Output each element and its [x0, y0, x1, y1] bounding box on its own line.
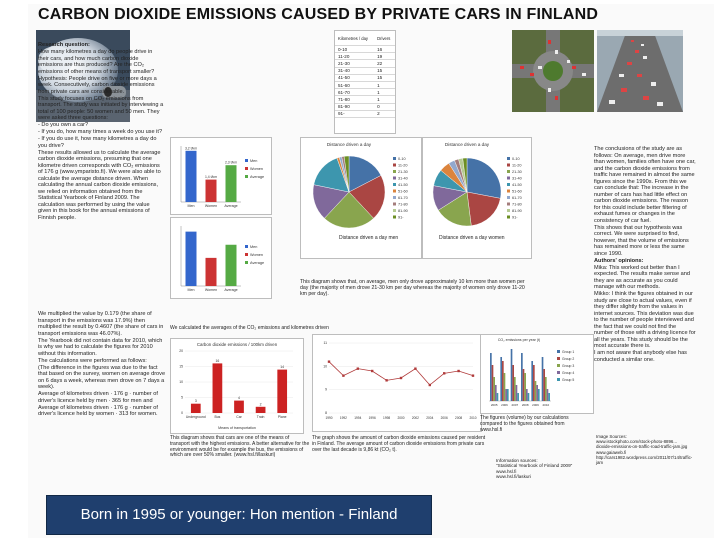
legend-label: Group 1 — [562, 350, 575, 354]
legend-label: 51-60 — [398, 189, 408, 194]
bar — [504, 373, 506, 401]
table-row — [335, 82, 395, 89]
table-cell-km: 71-80 — [335, 96, 374, 103]
table-cell-km: 31-40 — [335, 68, 374, 75]
legend-label: 21-30 — [398, 170, 408, 174]
left-text-paragraph: These results allowed us to calculate the average carbon dioxide emissions, presuming that one kilometre driven corresponds with CO₂ emissions of 176 g (www.ymparisto.fi). We were also able to calculate the average distance driven. When calculating the annual carbon dioxide emissions, we relied on information obtained from the Statistical Yearbook of Finland 2009. The calculation was performed by using the value given in this book for the annual emissions of Finnish people. — [38, 149, 161, 221]
x-tick-label: 2000 — [397, 416, 405, 420]
table-cell-km: 61-70 — [335, 89, 374, 96]
chart-avg-km — [171, 218, 271, 298]
legend-label: 41-50 — [398, 183, 408, 187]
x-tick-label: 2005 — [490, 403, 498, 407]
legend-label: 41-50 — [512, 183, 522, 187]
bar — [548, 393, 550, 401]
pie-title: Distance driven a day — [326, 142, 372, 147]
pie-women-panel — [422, 137, 532, 259]
bar — [517, 393, 519, 401]
chart-transport-panel — [170, 338, 304, 434]
pie-men-panel — [300, 137, 422, 259]
pie-title: Distance driven a day — [444, 142, 490, 147]
bar — [206, 180, 217, 202]
legend-label: Women — [250, 167, 264, 171]
legend-label: 0-10 — [512, 157, 520, 161]
table-cell-km: 91- — [335, 111, 374, 118]
poster-title: CARBON DIOXIDE EMISSIONS CAUSED BY PRIVATE CARS IN FINLAND — [38, 6, 599, 23]
y-tick-label: 9 — [325, 387, 327, 392]
table-row — [335, 89, 395, 96]
bar — [234, 401, 244, 413]
left-text-paragraph: Research question: — [38, 42, 90, 48]
y-tick-label: 8 — [325, 411, 327, 415]
table-row — [335, 96, 395, 103]
left-text-paragraph: - If you do, how many times a week do you use it? — [38, 129, 163, 135]
award-banner — [46, 495, 432, 535]
bar — [514, 377, 516, 401]
survey-table — [335, 32, 395, 118]
legend-label: 11-20 — [398, 163, 408, 168]
data-label: 2,3 t/km — [224, 160, 238, 165]
right-text-paragraph: The conclusions of the study are as follows: On average, men drive more than women, families often have one car, and the carbon dioxide emissions from traffic have remained in almost the same figures since the 1990s. From this we can conclude that: The increase in the number of cars has had little effect on carbon dioxide emissions. The reason for this could include better filtering of exhaust fumes or changes in the consistency of car fuel. — [594, 146, 696, 224]
table-cell-km: 81-90 — [335, 104, 374, 111]
info-source-item: www.hsl.fi/laskuri — [496, 474, 531, 480]
x-tick-label: 2008 — [521, 403, 529, 407]
x-tick-label: Women — [204, 204, 218, 208]
image-sources-title: Image Sources: — [596, 434, 627, 439]
bar — [277, 370, 287, 413]
legend-swatch — [557, 378, 560, 381]
table-header-row — [335, 32, 395, 46]
pie-chart-men — [301, 138, 421, 238]
legend-swatch — [507, 209, 510, 212]
y-tick-label: 5 — [181, 395, 183, 400]
table-cell-drivers: 22 — [374, 60, 395, 67]
left-text-paragraph: How many kilometres a day do people drive in their cars, and how much carbon dioxide emissions are thus produced? Are the CO₂ emissions of other means of transport smaller? — [38, 49, 155, 75]
x-tick-label: Bus — [214, 415, 221, 419]
info-source-item: www.hsl.fi — [496, 468, 517, 474]
data-label: 3 — [194, 399, 197, 404]
table-cell-drivers: 16 — [374, 46, 395, 53]
legend-label: Group 4 — [562, 371, 575, 375]
image-source-item: dioxide-emissions-on-traffic-road-traffic-jam.jpg — [596, 444, 688, 450]
bar — [226, 245, 237, 286]
legend-label: Men — [250, 159, 258, 163]
bar — [505, 389, 507, 401]
legend-swatch — [393, 170, 396, 173]
transport-caption: This diagram shows that cars are one of the means of transport with the highest emissions. A better alternative for the environment would be for example the bus, the emissions of which are over 50% smaller. (www.hsl.fi/laskuri) — [170, 435, 310, 459]
legend-swatch — [557, 364, 560, 367]
bar — [490, 353, 492, 401]
table-cell-drivers: 15 — [374, 75, 395, 82]
legend-label: 21-30 — [512, 170, 522, 174]
y-tick-label: 10 — [179, 380, 183, 384]
bar — [542, 357, 544, 401]
legend-swatch — [245, 253, 248, 256]
x-tick-label: 2002 — [411, 416, 419, 420]
legend-swatch — [245, 261, 248, 264]
left-text-paragraph: - Do you own a car? — [38, 122, 89, 128]
legend-label: 0-10 — [398, 157, 406, 161]
x-axis-label: Means of transportation — [218, 426, 256, 430]
bar — [536, 385, 538, 401]
legend-label: Group 5 — [562, 378, 575, 382]
x-tick-label: 2009 — [532, 403, 539, 407]
bar — [507, 389, 509, 401]
bar — [523, 369, 525, 401]
table-cell-drivers: 2 — [374, 111, 395, 118]
legend-label: 51-60 — [512, 189, 522, 194]
chart-line-emissions — [313, 335, 481, 431]
right-text-paragraph: Mikko: I think the figures obtained in our study are close to actual values, even if they differ slightly from the values in internet sources. This deviation was due to the number of people interviewed and the fact that we could not find the number of those with a driving licence for all the years. This study should be the most accurate there is. — [594, 291, 696, 349]
pie-slice — [467, 158, 501, 198]
table-header-drivers: Drivers — [374, 32, 395, 46]
bar — [186, 151, 197, 202]
pie-women-caption: Distance driven a day women — [439, 235, 505, 241]
left-text-2-paragraph: The Yearbook did not contain data for 2010, which is why we had to calculate the figures for 2010 without this information. — [38, 337, 163, 357]
y-tick-label: 20 — [179, 349, 183, 353]
x-tick-label: Men — [187, 204, 195, 208]
y-tick-label: 10 — [323, 364, 327, 369]
legend-label: 91- — [512, 215, 518, 220]
bar — [512, 365, 514, 401]
table-row — [335, 53, 395, 60]
data-label: 4 — [238, 396, 240, 401]
left-text-2-paragraph: (The difference in the figures was due to the fact that based on the survey, women on average drove on 6 days a week, whereas men drove on 7 days a week). — [38, 364, 166, 390]
table-cell-km: 41-50 — [335, 75, 374, 82]
left-text-2-paragraph: The calculations were performed as follows: — [38, 357, 147, 364]
right-text-paragraph: Mika: This worked out better than I expected. The results make sense and they are as accurate as you could manage with our methods. — [594, 264, 690, 290]
x-tick-label: 2007 — [511, 403, 519, 407]
legend-swatch — [507, 216, 510, 219]
bar — [526, 389, 528, 401]
legend-swatch — [245, 159, 248, 162]
x-tick-label: Train — [256, 415, 265, 419]
table-row — [335, 75, 395, 82]
legend-label: 31-40 — [398, 176, 408, 181]
legend-swatch — [245, 245, 248, 248]
legend-label: 81-90 — [512, 209, 522, 213]
data-label: 14 — [280, 365, 285, 370]
bar — [226, 165, 237, 202]
legend-swatch — [393, 209, 396, 212]
data-point — [371, 370, 373, 372]
legend-swatch — [245, 175, 248, 178]
table-cell-km: 0-10 — [335, 46, 374, 53]
data-point — [414, 367, 416, 369]
table-cell-drivers: 19 — [374, 53, 395, 60]
bar — [186, 232, 197, 286]
x-tick-label: Car — [236, 415, 242, 419]
chart-title: CO₂ emissions per year (t) — [497, 338, 541, 342]
image-source-item: www.gaiaweb.fi — [596, 449, 627, 455]
legend-label: Women — [250, 253, 264, 257]
data-label: 1,4 t/km — [204, 175, 218, 180]
data-point — [429, 384, 431, 386]
legend-label: 11-20 — [512, 163, 522, 168]
bar — [528, 393, 530, 401]
x-tick-label: Plane — [277, 415, 287, 419]
legend-swatch — [393, 157, 396, 160]
legend-label: Average — [250, 175, 265, 179]
legend-swatch — [507, 170, 510, 173]
table-row — [335, 111, 395, 118]
left-text-2-paragraph: Average of kilometres driven · 176 g · number of driver's licence held by men · 365 for men and — [38, 391, 158, 404]
legend-swatch — [393, 164, 396, 167]
bar — [497, 393, 499, 401]
table-row — [335, 104, 395, 111]
bar — [500, 357, 502, 401]
bar — [524, 373, 526, 401]
data-label: 16 — [215, 358, 220, 363]
x-tick-label: 2010 — [542, 403, 550, 407]
chart-avg-emissions — [171, 138, 271, 214]
legend-swatch — [393, 183, 396, 186]
legend-swatch — [393, 177, 396, 180]
table-row — [335, 68, 395, 75]
data-point — [400, 377, 402, 379]
chart-avg-km-panel — [170, 217, 272, 299]
bar — [547, 389, 549, 401]
legend-swatch — [507, 157, 510, 160]
pie-men-caption: Distance driven a day men — [339, 235, 399, 241]
legend-label: 31-40 — [512, 176, 522, 181]
table-cell-km: 21-30 — [335, 60, 374, 67]
y-tick-label: 15 — [179, 364, 183, 369]
x-tick-label: 2006 — [440, 416, 448, 420]
legend-label: Group 2 — [562, 357, 575, 361]
bar — [213, 363, 223, 413]
left-text-paragraph: Hypothesis: People drive on five or more days a week. Consecutively, carbon dioxide emissions from private cars are considerable. — [38, 75, 157, 95]
photo-traffic-roundabout — [512, 30, 594, 112]
chart-transport-emissions — [171, 339, 303, 433]
legend-swatch — [557, 371, 560, 374]
info-source-item: "Statistical Yearbook of Finland 2009" — [496, 463, 573, 469]
bar — [535, 381, 537, 401]
legend-label: Group 3 — [562, 364, 575, 368]
data-point — [357, 367, 359, 369]
left-text-block-2 — [38, 311, 166, 418]
right-caption: The figures (volume) by our calculations compared to the figures obtained from www.hsl.fi — [480, 415, 569, 433]
legend-label: 91- — [398, 215, 404, 220]
x-tick-label: Underground — [185, 415, 206, 419]
info-sources-title: Information sources: — [496, 458, 538, 463]
chart-avg-emissions-panel — [170, 137, 272, 215]
legend-swatch — [245, 167, 248, 170]
x-tick-label: Men — [187, 288, 195, 292]
table-cell-km: 11-20 — [335, 53, 374, 60]
bar — [511, 349, 513, 401]
left-text-2-paragraph: We multiplied the value by 0.179 (the share of transport in the emissions was 17.9%) then multiplied the result by 0.4607 (the share of cars in transport emissions was 46.07%). — [38, 311, 164, 337]
legend-label: 81-90 — [398, 209, 408, 213]
x-tick-label: Women — [204, 288, 218, 292]
right-text-paragraph: Authors' opinions: — [594, 257, 644, 264]
x-tick-label: Average — [224, 204, 238, 208]
bar — [516, 385, 518, 401]
survey-table-panel — [334, 30, 396, 134]
bar — [502, 361, 504, 401]
pie-chart-women — [423, 138, 531, 238]
x-tick-label: 1992 — [339, 416, 347, 420]
bar — [256, 407, 266, 413]
bar — [538, 389, 540, 401]
averages-label: We calculated the averages of the CO₂ emissions and kilometres driven — [170, 325, 329, 331]
chart-line-panel — [312, 334, 482, 432]
table-cell-drivers: 1 — [374, 89, 395, 96]
chart-grouped-panel — [480, 334, 594, 414]
x-tick-label: 2006 — [501, 403, 508, 407]
legend-swatch — [507, 203, 510, 206]
legend-label: 71-80 — [398, 202, 408, 207]
data-point — [472, 374, 474, 376]
legend-swatch — [557, 350, 560, 353]
table-cell-drivers: 15 — [374, 68, 395, 75]
legend-label: 61-70 — [512, 196, 522, 200]
x-tick-label: 1996 — [368, 416, 376, 420]
bar — [492, 365, 494, 401]
data-point — [443, 372, 445, 374]
table-row — [335, 60, 395, 67]
bar — [495, 385, 497, 401]
table-header-km: Kilometres / day — [335, 32, 374, 46]
legend-swatch — [507, 196, 510, 199]
legend-label: Men — [250, 245, 258, 249]
bar — [545, 377, 547, 401]
x-tick-label: 2010 — [469, 416, 477, 420]
photo-highway-jam — [597, 30, 683, 112]
legend-swatch — [393, 216, 396, 219]
bar — [493, 377, 495, 401]
line-caption: The graph shows the amount of carbon dioxide emissions caused per resident in Finland. The average amount of carbon dioxide emissions from private cars over the last decade is 9,86 kt (CO₂ t). — [312, 435, 486, 453]
data-point — [328, 360, 330, 362]
image-source-item: http://cars1982.wordpress.com/2011/07/14/traffic-jam — [596, 454, 693, 466]
bar — [206, 258, 217, 286]
y-tick-label: 0 — [181, 411, 183, 415]
right-text-block — [594, 146, 696, 364]
middle-caption: This diagram shows that, on average, men only drove approximately 10 km more than women per day (the majority of men drove 21-30 km per day whereas the majority of women only drove 11-20 km per day). — [300, 279, 525, 297]
legend-label: Average — [250, 261, 265, 265]
y-tick-label: 11 — [323, 341, 327, 345]
right-text-paragraph: This shows that our hypothesis was correct. We were surprised to find, however, that the volume of emissions has remained more or less the same since 1990. — [594, 224, 689, 257]
data-point — [385, 379, 387, 381]
legend-swatch — [507, 164, 510, 167]
data-label: 3,2 t/km — [184, 146, 198, 151]
table-cell-km: 51-60 — [335, 82, 374, 89]
legend-swatch — [507, 183, 510, 186]
x-tick-label: 2008 — [455, 416, 463, 420]
chart-title: Carbon dioxide emissions / 100km driven — [196, 342, 278, 347]
legend-label: 71-80 — [512, 202, 522, 207]
x-tick-label: 2004 — [426, 416, 434, 420]
x-tick-label: Average — [224, 288, 238, 292]
bar — [543, 369, 545, 401]
x-tick-label: 1998 — [383, 416, 391, 420]
left-text-2-paragraph: Average of kilometres driven · 176 g · number of driver's licence held by women · 313 for women. — [38, 404, 158, 417]
table-row — [335, 46, 395, 53]
image-source-item: www.istockphoto.com/stock-photo-8896... — [596, 439, 678, 445]
x-tick-label: 1994 — [354, 416, 362, 420]
chart-grouped-emissions — [481, 335, 593, 413]
table-cell-drivers: 1 — [374, 96, 395, 103]
legend-swatch — [507, 190, 510, 193]
bar — [533, 365, 535, 401]
table-cell-drivers: 1 — [374, 82, 395, 89]
right-text-paragraph: I am not aware that anybody else has conducted a similar one. — [594, 350, 687, 363]
bar — [521, 353, 523, 401]
legend-swatch — [393, 190, 396, 193]
left-text-block — [38, 42, 164, 222]
bar — [191, 404, 201, 413]
legend-swatch — [507, 177, 510, 180]
left-text-paragraph: - If you do use it, how many kilometres a day do you drive? — [38, 136, 157, 149]
table-cell-drivers: 0 — [374, 104, 395, 111]
info-sources — [496, 458, 596, 480]
data-point — [342, 374, 344, 376]
image-sources — [596, 434, 696, 465]
legend-swatch — [557, 357, 560, 360]
bar — [531, 361, 533, 401]
legend-label: 61-70 — [398, 196, 408, 200]
left-text-paragraph: This study focuses on CO₂ emissions from transport. The study was initiated by interviewing a total of 100 people: 50 women and 50 men. They were asked three questions: — [38, 95, 164, 121]
data-label: 2 — [259, 402, 262, 407]
x-tick-label: 1990 — [325, 416, 333, 420]
data-point — [457, 370, 459, 372]
award-banner-text: Born in 1995 or younger: Hon mention - Finland — [80, 506, 398, 523]
legend-swatch — [393, 203, 396, 206]
legend-swatch — [393, 196, 396, 199]
line-series — [329, 362, 473, 385]
